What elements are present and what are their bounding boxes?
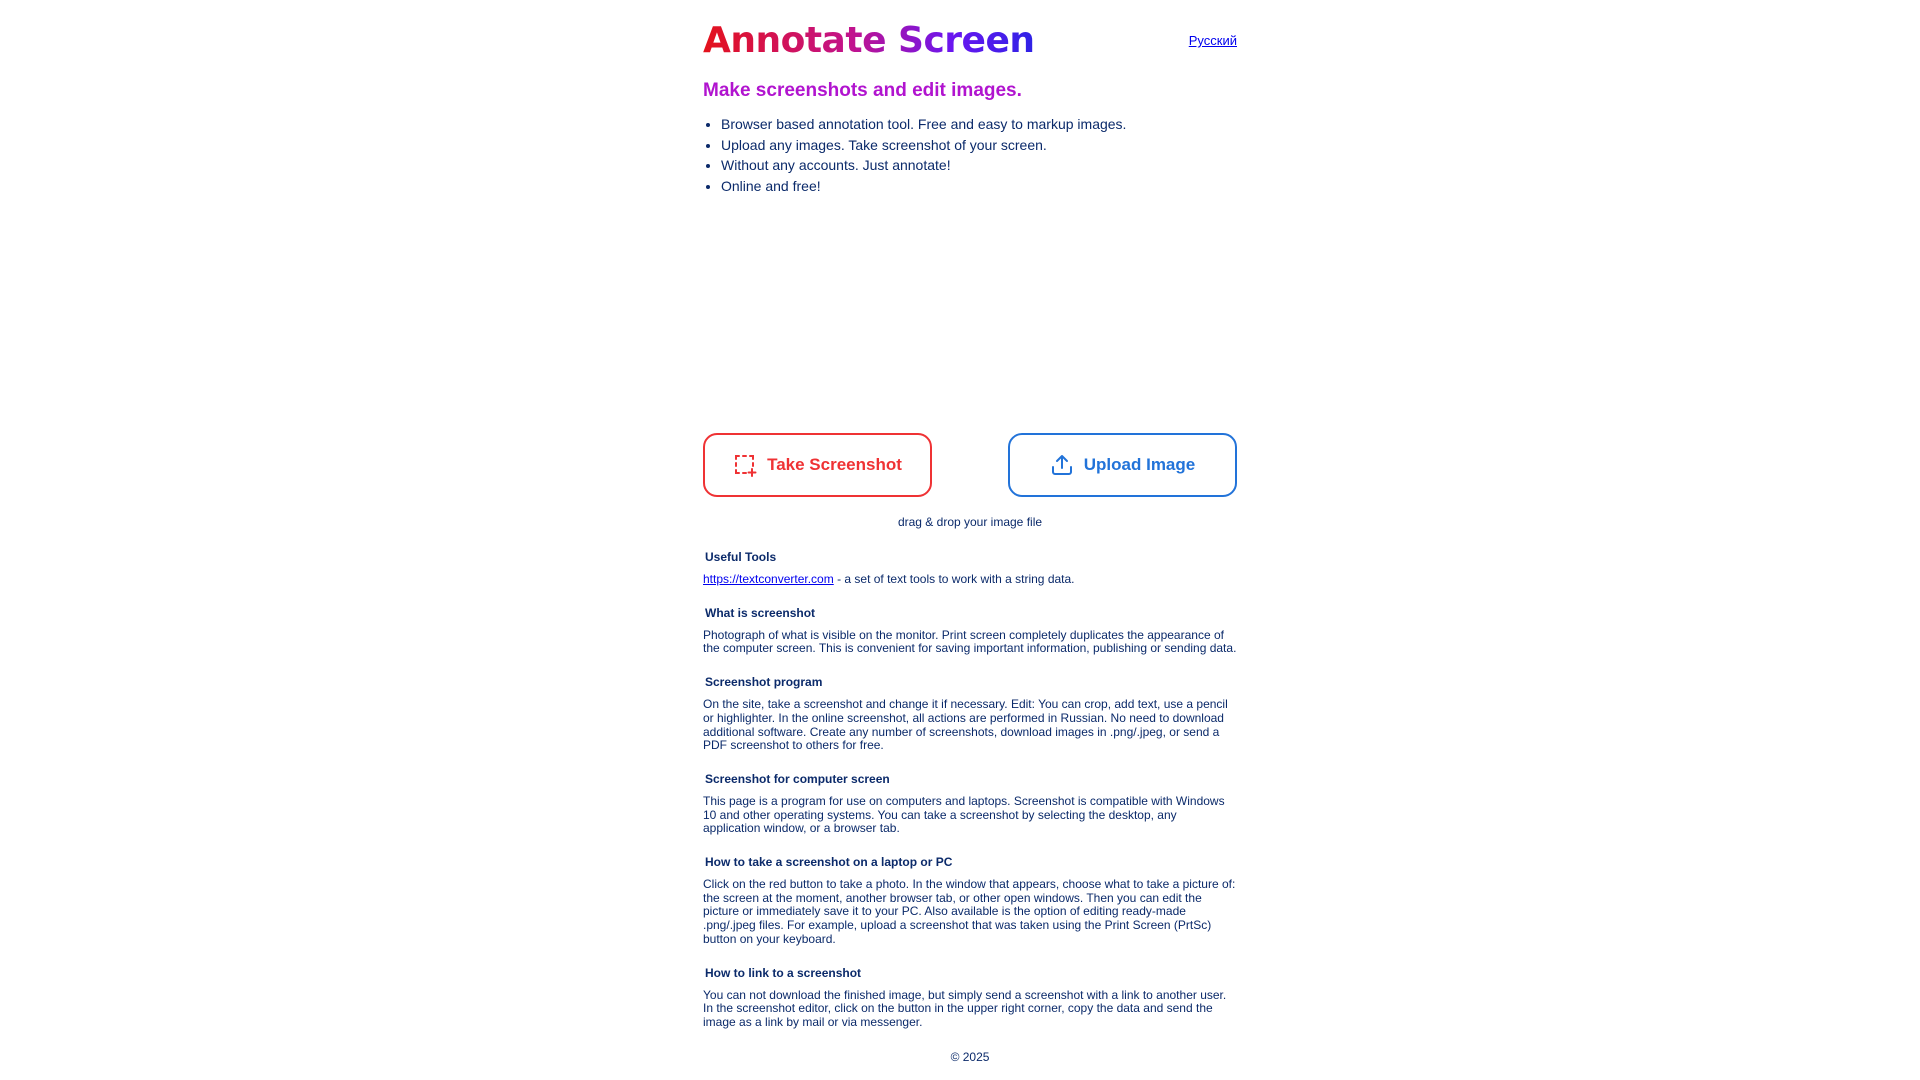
section-heading: Screenshot for computer screen [705,771,890,786]
upload-icon [1050,453,1074,477]
section-useful-tools [703,549,1237,587]
feature-item: • Browser based annotation tool. Free and easy to markup images. [721,114,1237,135]
feature-item: • Without any accounts. Just annotate! [721,155,1237,176]
section-heading: Useful Tools [705,550,777,564]
feature-list [703,114,1237,196]
hero-subtitle: Make screenshots and edit images. [703,80,1022,101]
section-heading: What is screenshot [705,605,816,620]
footer-copyright: © 2025 [950,1049,990,1064]
upload-image-button[interactable] [1008,433,1237,497]
section-text [703,573,1237,587]
info-content [703,549,1237,1030]
section-how-to [703,854,1237,947]
feature-item: • Upload any images. Take screenshot of your screen. [721,135,1237,156]
action-buttons [703,433,1237,497]
language-switch-link[interactable]: Русский [1188,33,1237,48]
upload-image-label: Upload Image [1083,455,1196,474]
section-heading: How to take a screenshot on a laptop or PC [705,855,953,870]
section-heading: How to link to a screenshot [705,965,862,980]
section-text: This page is a program for use on computers and laptops. Screenshot is compatible with Windows 10 and other operating systems. You can take a screenshot by selecting the desktop, any application window, or a browser tab. [703,793,1225,836]
header [703,0,1237,78]
crop-select-icon [733,453,757,477]
textconverter-link[interactable]: https://textconverter.com [703,572,834,586]
section-what-is-screenshot [703,605,1237,656]
section-heading: Screenshot program [705,675,823,690]
section-text: Click on the red button to take a photo. In the window that appears, choose what to take a picture of: the screen at the moment, another browser tab, or other open windows. Then you can edit the picture or immediately save it to your PC. Also available is the option of editing ready-made .png/.jpeg files. For example, upload a screenshot that was taken using the Print Screen (PrtSc) button on your keyboard. [703,877,1236,946]
take-screenshot-button[interactable] [703,433,932,497]
section-text: Photograph of what is visible on the monitor. Print screen completely duplicates the appearance of the computer screen. This is convenient for saving important information, publishing or sending data. [703,627,1237,656]
tools-description: - a set of text tools to work with a string data. [833,572,1075,586]
page-container [703,0,1237,1065]
site-logo[interactable]: Annotate Screen [703,17,1035,65]
drag-drop-hint: drag & drop your image file [897,515,1043,529]
take-screenshot-label: Take Screenshot [767,455,902,474]
feature-item: • Online and free! [721,176,1237,197]
section-link-screenshot [703,965,1237,1030]
section-text: You can not download the finished image, but simply send a screenshot with a link to another user. In the screenshot editor, click on the button in the upper right corner, copy the data and send the image as a link by mail or via messenger. [703,987,1227,1029]
section-screenshot-program [703,674,1237,753]
section-computer-screen [703,771,1237,836]
section-text: On the site, take a screenshot and change it if necessary. Edit: You can crop, add text, use a pencil or highlighter. In the online screenshot, all actions are performed in Russian. No need to download additional software. Create any number of screenshots, download images in .png/.jpeg, or send a PDF screenshot to others for free. [703,697,1228,753]
blank-ad-area [703,196,1237,433]
